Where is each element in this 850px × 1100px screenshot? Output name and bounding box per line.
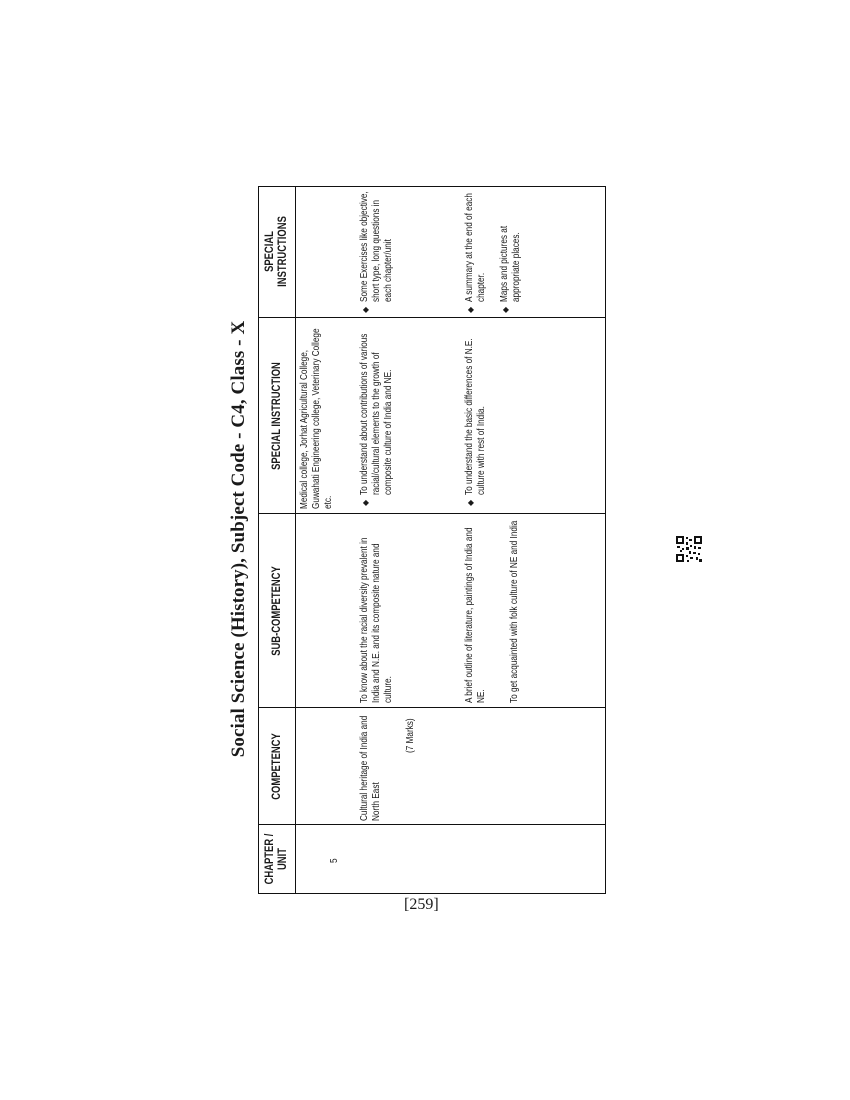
competency-text: Cultural heritage of India and North East <box>359 715 382 821</box>
bullet-icon: ◆ <box>466 499 475 506</box>
header-competency: COMPETENCY <box>270 733 283 800</box>
syllabus-table <box>258 186 606 894</box>
header-chapter: CHAPTER / UNIT <box>264 833 289 885</box>
sub-competency-2: A brief outline of literature, paintings of India and NE. <box>464 527 487 703</box>
sub-competency-1: To know about the racial diversity prevalent in India and N.E. and its composite nature and culture. <box>359 537 394 703</box>
special-instruction-2: To understand the basic differences of N.E. culture with rest of India. <box>464 338 487 495</box>
bullet-icon: ◆ <box>466 306 475 313</box>
column-divider <box>259 824 605 825</box>
special-instruction-colleges: Medical college, Jorhat Agricultural College, Guwahati Engineering college, Veterinary College etc. <box>299 328 334 509</box>
header-divider <box>295 187 296 893</box>
page-title: Social Science (History), Subject Code - C4, Class - X <box>228 320 249 758</box>
qr-code-icon <box>676 536 702 562</box>
header-special-instruction: SPECIAL INSTRUCTION <box>270 362 283 470</box>
special-instructions-3: Maps and pictures at appropriate places. <box>499 225 522 302</box>
column-divider <box>259 513 605 514</box>
bullet-icon: ◆ <box>501 306 510 313</box>
chapter-number: 5 <box>329 858 340 863</box>
column-divider <box>259 707 605 708</box>
page-number: [259] <box>404 896 439 913</box>
special-instructions-1: Some Exercises like objective, short type, long questions in each chapter/unit <box>359 191 394 302</box>
header-sub-competency: SUB-COMPETENCY <box>270 566 283 656</box>
special-instruction-1: To understand about contributions of various racial/cultural elements to the growth of composite culture of India and NE. <box>359 333 394 495</box>
sub-competency-3: To get acquainted with folk culture of NE and India <box>509 520 520 703</box>
special-instructions-2: A summary at the end of each chapter. <box>464 193 487 302</box>
rotated-page-block <box>226 184 606 894</box>
column-divider <box>259 317 605 318</box>
competency-marks: (7 Marks) <box>405 718 416 753</box>
header-special-instructions: SPECIAL INSTRUCTIONS <box>264 216 289 287</box>
bullet-icon: ◆ <box>361 499 370 506</box>
bullet-icon: ◆ <box>361 306 370 313</box>
